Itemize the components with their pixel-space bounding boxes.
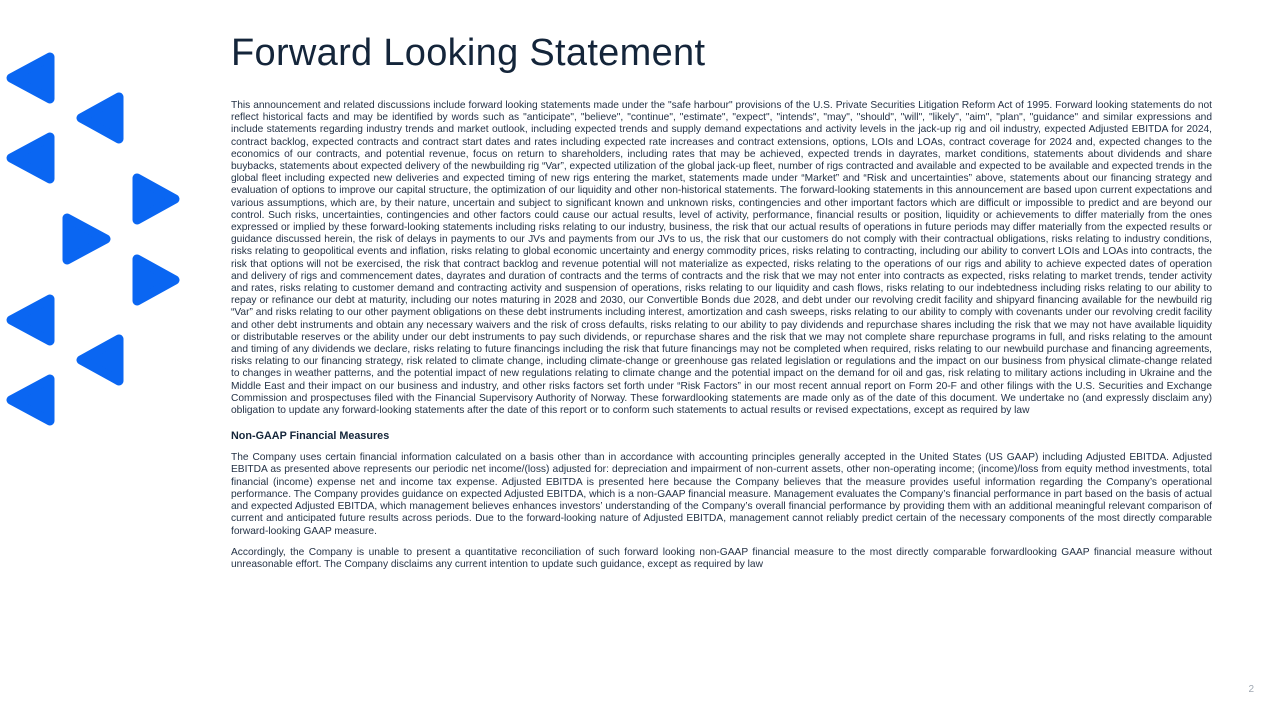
slide-body [231, 100, 1212, 571]
triangle-icon [11, 57, 50, 99]
triangle-icon [11, 379, 50, 421]
page-title: Forward Looking Statement [231, 32, 706, 74]
triangle-icon [137, 178, 175, 220]
non-gaap-paragraph-1: The Company uses certain financial information calculated on a basis other than in accordance with accounting principles generally accepted in the United States (US GAAP) including Adjusted EBITDA. Adjusted EBITDA as presented above represents our periodic net income/(loss) adjusted for: depreciation and impairment of non-current assets, other non-operating income; (income)/loss from equity method investments, total financial (income) expense net and income tax expense. Adjusted EBITDA is presented here because the Company believes that the measure provides useful information regarding the Company’s operational performance. The Company provides guidance on expected Adjusted EBITDA, which is a non-GAAP financial measure. Management evaluates the Company’s financial performance in part based on the basis of actual and expected Adjusted EBITDA, which management believes enhances investors’ understanding of the Company’s overall financial performance by providing them with an additional meaningful relevant comparison of current and anticipated future results across periods. Due to the forward-looking nature of Adjusted EBITDA, management cannot reliably predict certain of the necessary components of the most directly comparable forward-looking GAAP measure. [231, 452, 1212, 537]
triangle-icon [67, 218, 106, 260]
non-gaap-heading: Non-GAAP Financial Measures [231, 430, 390, 443]
triangle-icon [81, 339, 119, 381]
triangle-icon [81, 97, 119, 139]
non-gaap-paragraph-2: Accordingly, the Company is unable to present a quantitative reconciliation of such forward looking non-GAAP financial measure to the most directly comparable forwardlooking GAAP financial measure without unreasonable effort. The Company disclaims any current intention to update such guidance, except as required by law [231, 546, 1212, 570]
decorative-triangle-pattern [0, 0, 200, 460]
triangle-icon [137, 259, 175, 301]
triangle-icon [11, 299, 50, 341]
page-number: 2 [1248, 684, 1254, 695]
triangle-icon [11, 137, 50, 179]
forward-looking-paragraph: This announcement and related discussions include forward looking statements made under the "safe harbour" provisions of the U.S. Private Securities Litigation Reform Act of 1995. Forward looking statements do not reflect historical facts and may be identified by words such as "anticipate", "believe", "continue", "estimate", "expect", "intends", "may", "should", "will", "likely", "aim", "plan", "guidance" and similar expressions and include statements regarding industry trends and market outlook, including expected trends and supply demand expectations and activity levels in the jack-up rig and oil industry, expected Adjusted EBITDA for 2024, contract backlog, expected contracts and contract start dates and rates including expected rate increases and contract extensions, options, LOIs and LOAs, contract coverage for 2024 and, expected changes to the economics of our contracts, and potential revenue, focus on return to shareholders, including rates that may be achieved, expected trends in dayrates, market conditions, statements about dividends and share buybacks, statements about expected delivery of the newbuilding rig “Var”, expected utilization of the global jack-up fleet, number of rigs contracted and available and expected to be available and expected trends in the global fleet including expected new deliveries and expected timing of new rigs entering the market, statements made under “Market” and “Risk and uncertainties” above, statements about our financing strategy and evaluation of options to improve our capital structure, the optimization of our liquidity and other non-historical statements. The forward-looking statements in this announcement are based upon current expectations and various assumptions, which are, by their nature, uncertain and subject to significant known and unknown risks, contingencies and other important factors which are difficult or impossible to predict and are beyond our control. Such risks, uncertainties, contingencies and other factors could cause our actual results, level of activity, performance, financial results or position, liquidity or achievements to differ materially from the ones expressed or implied by these forward-looking statements including risks relating to our industry, business, the risk that our actual results of operations in future periods may differ materially from the expected results or guidance discussed herein, the risk of delays in payments to our JVs and payments from our JVs to us, the risk that our customers do not comply with their contractual obligations, risks relating to industry conditions, risks relating to geopolitical events and inflation, risks relating to global economic uncertainty and energy commodity prices, risks relating to contracting, including our ability to convert LOIs and LOAs into contracts, the risk that options will not be exercised, the risk that contract backlog and revenue potential will not materialize as expected, risks relating to the operations of our rigs and ability to achieve expected dates of operation and delivery of rigs and commencement dates, dayrates and duration of contracts and the terms of contracts and the risk that we may not enter into contracts as expected, risks relating to market trends, tender activity and rates, risks relating to customer demand and contracting activity and suspension of operations, risks relating to our liquidity and cash flows, risks relating to our indebtedness including risks relating to our ability to repay or refinance our debt at maturity, including our notes maturing in 2028 and 2030, our Convertible Bonds due 2028, and debt under our revolving credit facility and shipyard financing available for the newbuild rig “Var” and risks relating to our other payment obligations on these debt instruments including interest, amortization and cash sweeps, risks relating to our ability to comply with covenants under our revolving credit facility and other debt instruments and obtain any necessary waivers and the risk of cross defaults, risks relating to our ability to pay dividends and repurchase shares including the risk that we may not have available liquidity or distributable reserves or the ability under our debt instruments to pay such dividends, or repurchase shares and the risk that we may not complete share repurchase programs in full, and risks relating to the amount and timing of any dividends we declare, risks relating to future financings including the risk that future financings may not be completed when required, risks relating to our newbuild purchase and financing agreements, risks relating to our financing strategy, risk related to climate change, including climate-change or greenhouse gas related legislation or regulations and the impact on our business from physical climate-change related to changes in weather patterns, and the potential impact of new regulations relating to climate change and the potential impact on the demand for oil and gas, risk relating to military actions including in Ukraine and the Middle East and their impact on our business and industry, and other risks factors set forth under “Risk Factors” in our most recent annual report on Form 20-F and other filings with the U.S. Securities and Exchange Commission and prospectuses filed with the Financial Supervisory Authority of Norway. These forwardlooking statements are made only as of the date of this document. We undertake no (and expressly disclaim any) obligation to update any forward-looking statements after the date of this report or to conform such statements to actual results or revised expectations, except as required by law [231, 100, 1212, 417]
